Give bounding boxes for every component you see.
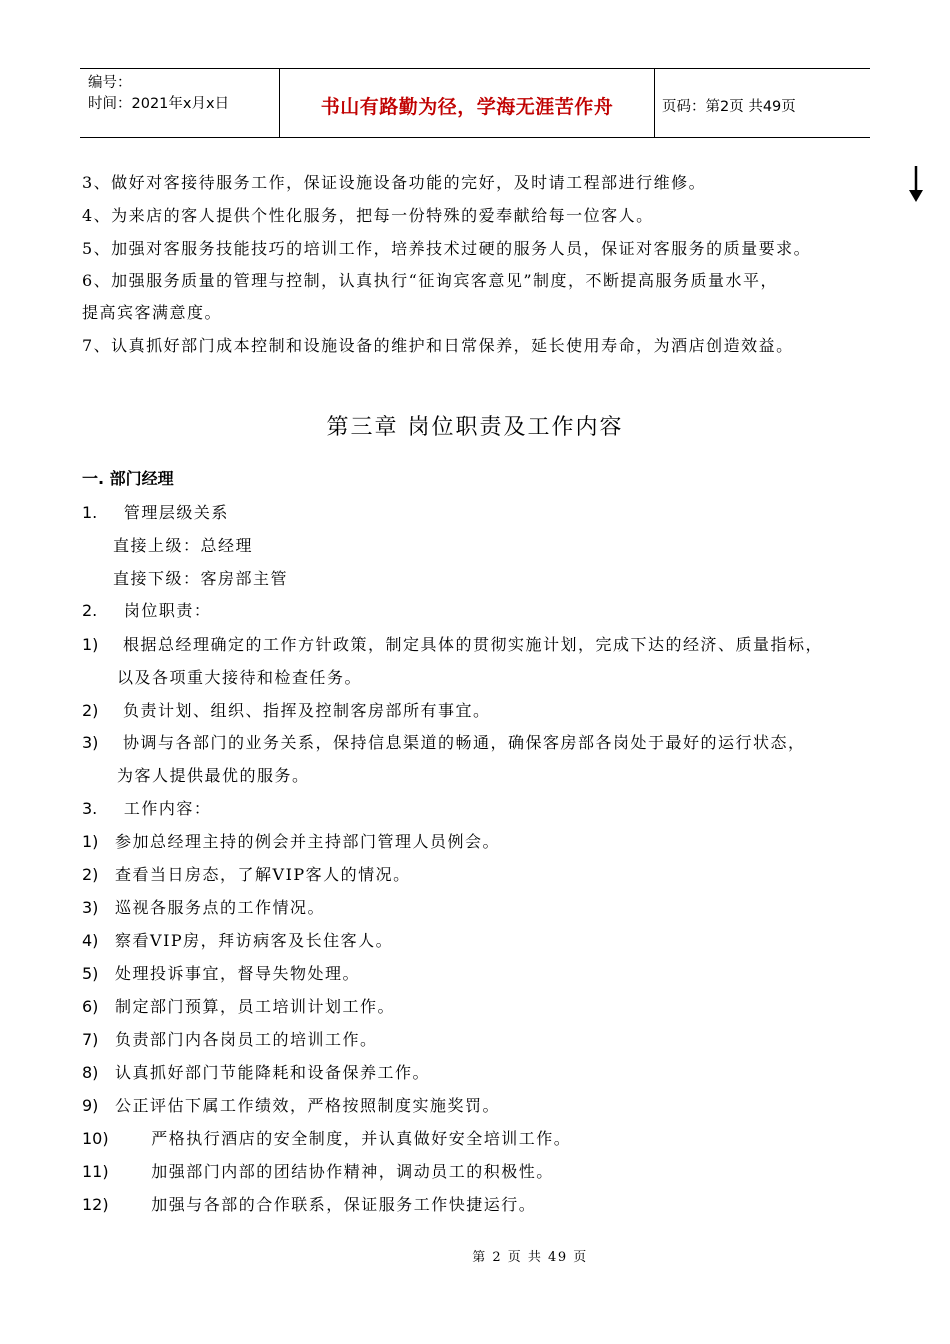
list-item-number: 1) bbox=[82, 635, 99, 654]
chapter-title: 第三章 岗位职责及工作内容 bbox=[326, 415, 624, 440]
list-item bbox=[82, 829, 500, 852]
down-arrow-icon[interactable] bbox=[905, 164, 927, 204]
list-item-continued: 为客人提供最优的服务。 bbox=[117, 766, 310, 785]
list-item-number: 11) bbox=[82, 1162, 109, 1181]
direct-superior: 直接上级：总经理 bbox=[113, 536, 254, 555]
list-item-number: 2) bbox=[82, 701, 99, 720]
list-item-number: 4) bbox=[82, 931, 99, 950]
subsection-number: 2. bbox=[82, 601, 98, 620]
list-item bbox=[82, 961, 360, 984]
direct-subordinate: 直接下级：客房部主管 bbox=[113, 569, 289, 588]
intro-item: 3、做好对客接待服务工作，保证设施设备功能的完好，及时请工程部进行维修。 bbox=[82, 173, 707, 192]
list-item-number: 3) bbox=[82, 898, 99, 917]
list-item-number: 8) bbox=[82, 1063, 99, 1082]
subsection-number: 1. bbox=[82, 503, 98, 522]
list-item bbox=[82, 1126, 571, 1149]
list-item bbox=[82, 632, 823, 655]
list-item-number: 10) bbox=[82, 1129, 109, 1148]
list-item-number: 6) bbox=[82, 997, 99, 1016]
list-item-text: 严格执行酒店的安全制度，并认真做好安全培训工作。 bbox=[151, 1129, 572, 1148]
list-item-text: 参加总经理主持的例会并主持部门管理人员例会。 bbox=[115, 832, 501, 851]
list-item bbox=[82, 1192, 536, 1215]
intro-item-continued: 提高宾客满意度。 bbox=[82, 303, 223, 322]
subsection-title: 工作内容： bbox=[123, 799, 212, 818]
header-page-info: 页码：第2页 共49页 bbox=[662, 98, 796, 115]
list-item-text: 加强部门内部的团结协作精神，调动员工的积极性。 bbox=[151, 1162, 554, 1181]
list-item-number: 9) bbox=[82, 1096, 99, 1115]
subsection-heading bbox=[82, 500, 229, 523]
intro-item: 4、为来店的客人提供个性化服务，把每一份特殊的爱奉献给每一位客人。 bbox=[82, 206, 654, 225]
subsection-title: 管理层级关系 bbox=[123, 503, 229, 522]
list-item-text: 负责部门内各岗员工的培训工作。 bbox=[115, 1030, 378, 1049]
list-item-number: 12) bbox=[82, 1195, 109, 1214]
list-item-number: 1) bbox=[82, 832, 99, 851]
time-label: 时间：2021年x月x日 bbox=[88, 96, 230, 112]
list-item-text: 察看VIP房，拜访病客及长住客人。 bbox=[115, 931, 394, 950]
list-item-number: 3) bbox=[82, 733, 99, 752]
list-item bbox=[82, 862, 411, 885]
list-item bbox=[82, 730, 806, 753]
list-item-text: 查看当日房态，了解VIP客人的情况。 bbox=[115, 865, 411, 884]
list-item-text: 处理投诉事宜，督导失物处理。 bbox=[115, 964, 361, 983]
list-item-text: 根据总经理确定的工作方针政策，制定具体的贯彻实施计划，完成下达的经济、质量指标， bbox=[123, 635, 824, 654]
list-item-number: 2) bbox=[82, 865, 99, 884]
list-item-text: 协调与各部门的业务关系，保持信息渠道的畅通，确保客房部各岗处于最好的运行状态， bbox=[123, 733, 806, 752]
list-item bbox=[82, 1060, 430, 1083]
list-item-text: 负责计划、组织、指挥及控制客房部所有事宜。 bbox=[123, 701, 491, 720]
subsection-heading bbox=[82, 598, 211, 621]
list-item bbox=[82, 994, 395, 1017]
header-meta bbox=[80, 69, 280, 137]
list-item-number: 7) bbox=[82, 1030, 99, 1049]
list-item bbox=[82, 1093, 500, 1116]
list-item-number: 5) bbox=[82, 964, 99, 983]
subsection-heading bbox=[82, 796, 211, 819]
list-item-text: 制定部门预算，员工培训计划工作。 bbox=[115, 997, 396, 1016]
subsection-title: 岗位职责： bbox=[123, 601, 212, 620]
list-item-text: 公正评估下属工作绩效，严格按照制度实施奖罚。 bbox=[115, 1096, 501, 1115]
intro-item: 7、认真抓好部门成本控制和设施设备的维护和日常保养，延长使用寿命，为酒店创造效益。 bbox=[82, 336, 794, 355]
intro-item: 5、加强对客服务技能技巧的培训工作，培养技术过硬的服务人员，保证对客服务的质量要求。 bbox=[82, 239, 812, 258]
list-item bbox=[82, 928, 393, 951]
list-item bbox=[82, 1159, 554, 1182]
list-item bbox=[82, 895, 325, 918]
intro-item: 6、加强服务质量的管理与控制，认真执行“征询宾客意见”制度，不断提高服务质量水平， bbox=[82, 271, 779, 290]
section-title: 一. 部门经理 bbox=[82, 469, 174, 488]
page-footer: 第 2 页 共 49 页 bbox=[472, 1250, 588, 1265]
page-header bbox=[80, 68, 870, 138]
subsection-number: 3. bbox=[82, 799, 98, 818]
list-item-text: 加强与各部的合作联系，保证服务工作快捷运行。 bbox=[151, 1195, 537, 1214]
list-item-text: 认真抓好部门节能降耗和设备保养工作。 bbox=[115, 1063, 431, 1082]
list-item-text: 巡视各服务点的工作情况。 bbox=[115, 898, 326, 917]
list-item bbox=[82, 1027, 378, 1050]
header-motto: 书山有路勤为径，学海无涯苦作舟 bbox=[280, 69, 655, 137]
list-item bbox=[82, 698, 491, 721]
list-item-continued: 以及各项重大接待和检查任务。 bbox=[117, 668, 363, 687]
doc-number-label: 编号： bbox=[88, 75, 132, 91]
